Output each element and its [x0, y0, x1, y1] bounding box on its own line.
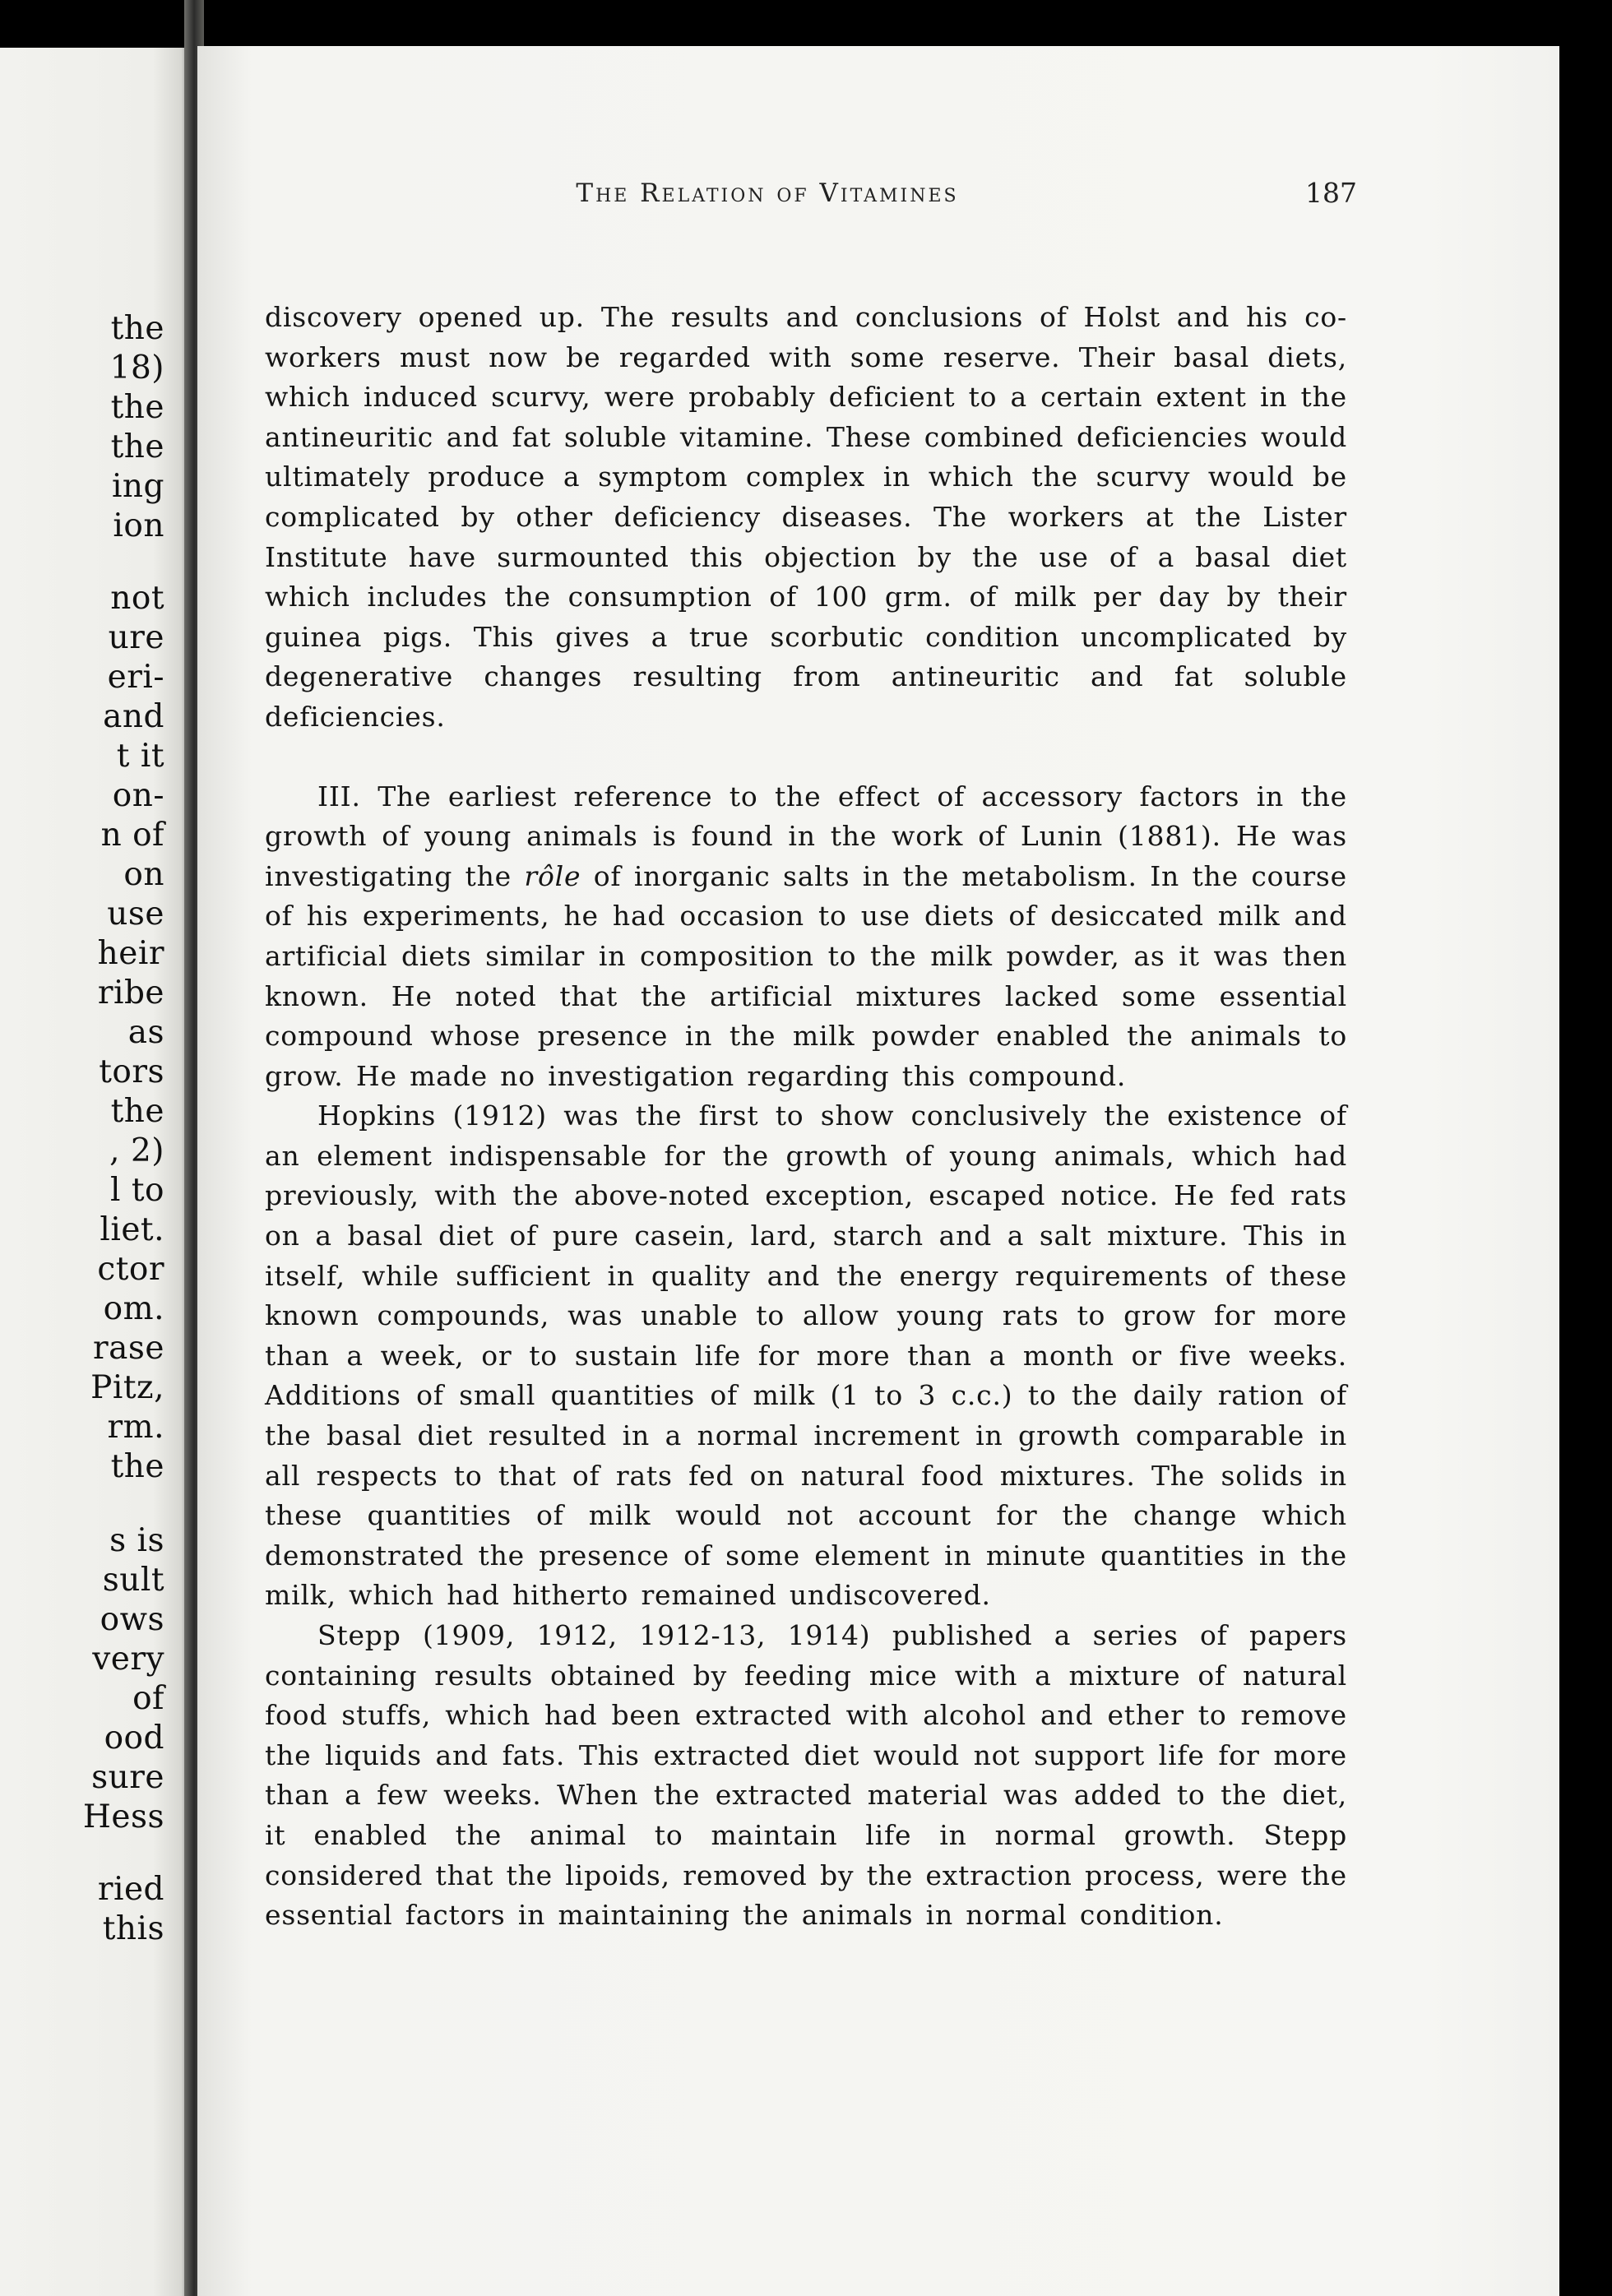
- left-page-fragment: the: [110, 310, 164, 347]
- paragraph-section-iii: [265, 777, 1347, 1097]
- left-page-fragment: of: [132, 1680, 164, 1717]
- left-page-fragment: Hess: [82, 1798, 164, 1835]
- left-page-fragment: ion: [113, 507, 164, 544]
- paragraph: Stepp (1909, 1912, 1912-13, 1914) published a series of papers containing results obtained by feeding mice with a mixture of natural food stuffs, which had been extracted with alcohol and ether to remove the liquids and fats. This extracted diet would not support life for more than a few weeks. When the extracted material was added to the diet, it enabled the animal to maintain life in normal growth. Stepp considered that the lipoids, removed by the extraction process, were the essential factors in maintaining the animals in normal condition.: [265, 1619, 1347, 1932]
- previous-page-edge: [0, 48, 191, 2296]
- left-page-fragment: not: [110, 580, 164, 617]
- left-page-fragment: ing: [111, 468, 164, 505]
- paragraph: Hopkins (1912) was the first to show conclusively the existence of an element indispensable for the growth of young animals, which had previously, with the above-noted exception, escaped notice. He fed rats on a basal diet of pure casein, lard, starch and a salt mixture. This in itself, while sufficient in quality and the energy requirements of these known compounds, was unable to allow young rats to grow for more than a week, or to sustain life for more than a month or five weeks. Additions of small quantities of milk (1 to 3 c.c.) to the daily ration of the basal diet resulted in a normal increment in growth comparable in all respects to that of rats fed on natural food mixtures. The solids in these quantities of milk would not account for the change which demonstrated the presence of some element in minute quantities in the milk, which had hitherto remained undiscovered.: [265, 1099, 1347, 1612]
- left-page-fragment: the: [110, 1093, 164, 1130]
- body-text: [265, 298, 1347, 1936]
- left-page-fragment: Pitz,: [90, 1369, 164, 1406]
- italic-term: rôle: [524, 859, 581, 892]
- left-page-fragment: on: [123, 856, 164, 893]
- left-page-fragment: and: [103, 698, 164, 735]
- left-page-fragment: t it: [116, 738, 164, 775]
- left-page-fragment: ure: [108, 619, 164, 656]
- left-page-fragment: very: [92, 1641, 164, 1678]
- page-number: 187: [1305, 177, 1357, 209]
- left-page-fragment: sult: [102, 1562, 164, 1599]
- left-page-fragment: the: [110, 428, 164, 465]
- left-page-fragment: ows: [100, 1601, 164, 1638]
- left-page-fragment: rm.: [107, 1409, 164, 1446]
- left-page-fragment: eri-: [107, 659, 164, 696]
- left-page-fragment: the: [110, 1448, 164, 1485]
- paragraph-text: III. The earliest reference to the effect of accessory factors in the growth of young animals is found in the work of Lunin (1881). He was investigating the: [265, 780, 1347, 892]
- left-page-fragment: on-: [112, 777, 164, 814]
- left-page-fragment: n of: [100, 817, 164, 854]
- left-page-fragment: om.: [103, 1290, 164, 1327]
- paragraph: discovery opened up. The results and conclusions of Holst and his co-workers must now be regarded with some reserve. Their basal diets, which induced scurvy, were probably deficient to a certain extent in the antineuritic and fat soluble vitamine. These combined deficiencies would ultimately produce a symptom complex in which the scurvy would be complicated by other deficiency diseases. The workers at the Lister Institute have surmounted this objection by the use of a basal diet which includes the consumption of 100 grm. of milk per day by their guinea pigs. This gives a true scorbutic condition uncomplicated by degenerative changes resulting from antineuritic and fat soluble deficiencies.: [265, 301, 1347, 733]
- left-page-fragment: l to: [109, 1172, 164, 1209]
- left-page-fragment: tors: [99, 1053, 164, 1090]
- paragraph-text: of inorganic salts in the metabolism. In the course of his experiments, he had occasion to use diets of desiccated milk and artificial diets similar in composition to the milk powder, as it was then known. He noted that the artificial mixtures lacked some essential compound whose presence in the milk powder enabled the animals to grow. He made no investigation regarding this compound.: [265, 859, 1347, 1092]
- left-page-fragment: heir: [97, 935, 164, 972]
- left-page-fragment: s is: [109, 1522, 164, 1559]
- running-head: The Relation of Vitamines: [576, 178, 959, 208]
- left-page-fragment: liet.: [100, 1211, 164, 1248]
- left-page-fragment: the: [110, 389, 164, 426]
- left-page-fragment: ctor: [97, 1251, 164, 1288]
- left-page-fragment: sure: [91, 1759, 164, 1796]
- left-page-fragment: 18): [109, 349, 164, 387]
- left-page-fragment: ood: [104, 1720, 164, 1757]
- left-page-fragment: this: [102, 1910, 164, 1947]
- left-page-fragment: use: [107, 896, 164, 933]
- left-page-fragment: ribe: [97, 974, 164, 1011]
- left-page-fragment: , 2): [109, 1132, 164, 1169]
- left-page-fragment: as: [127, 1014, 164, 1051]
- left-page-fragment: rase: [93, 1330, 164, 1367]
- left-page-fragment: ried: [97, 1871, 164, 1908]
